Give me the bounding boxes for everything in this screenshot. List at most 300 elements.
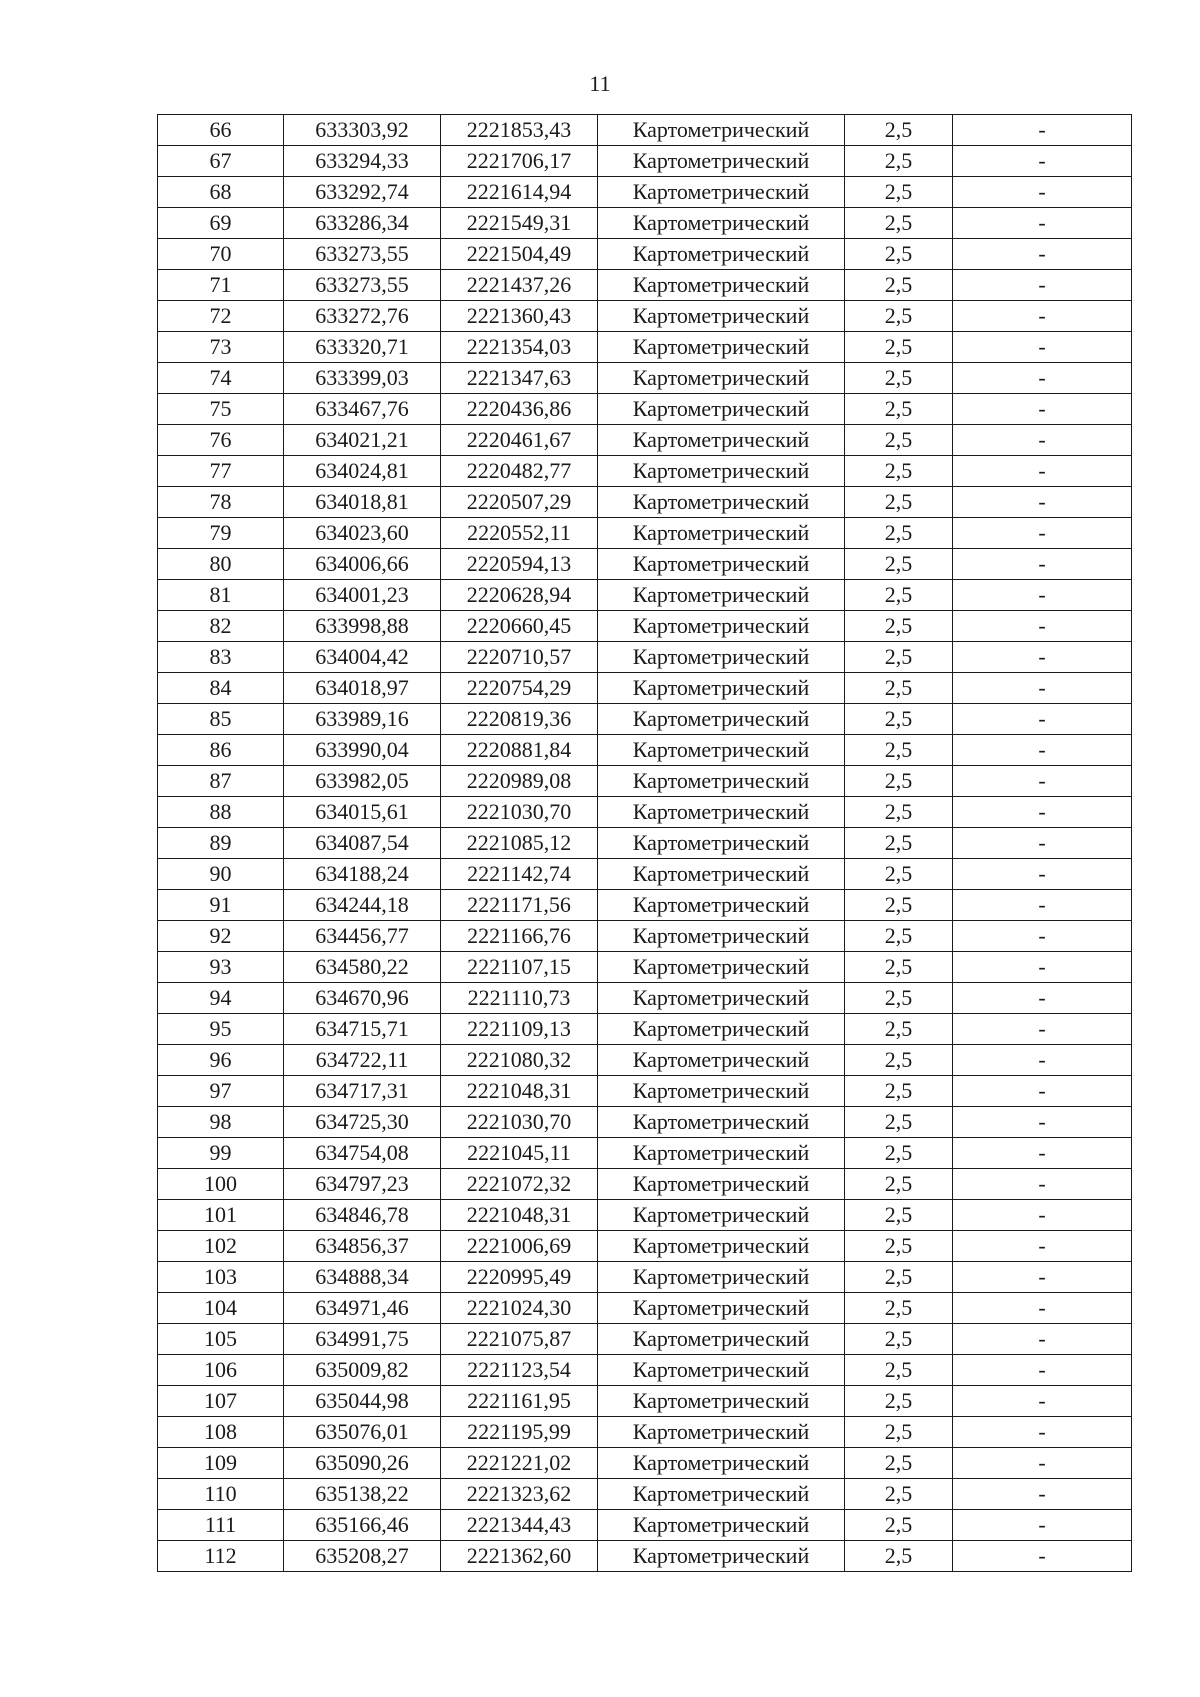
point-number-cell: 106 bbox=[158, 1355, 284, 1386]
accuracy-cell: 2,5 bbox=[845, 363, 953, 394]
description-cell: - bbox=[953, 1386, 1132, 1417]
accuracy-cell: 2,5 bbox=[845, 1231, 953, 1262]
point-number-cell: 95 bbox=[158, 1014, 284, 1045]
accuracy-cell: 2,5 bbox=[845, 580, 953, 611]
point-number-cell: 112 bbox=[158, 1541, 284, 1572]
description-cell: - bbox=[953, 766, 1132, 797]
method-cell: Картометрический bbox=[598, 673, 845, 704]
accuracy-cell: 2,5 bbox=[845, 549, 953, 580]
accuracy-cell: 2,5 bbox=[845, 394, 953, 425]
accuracy-cell: 2,5 bbox=[845, 456, 953, 487]
table-row bbox=[158, 642, 1132, 673]
x-coordinate-cell: 634018,81 bbox=[284, 487, 441, 518]
description-cell: - bbox=[953, 1448, 1132, 1479]
table-row bbox=[158, 890, 1132, 921]
y-coordinate-cell: 2220436,86 bbox=[441, 394, 598, 425]
accuracy-cell: 2,5 bbox=[845, 115, 953, 146]
method-cell: Картометрический bbox=[598, 921, 845, 952]
y-coordinate-cell: 2221048,31 bbox=[441, 1076, 598, 1107]
accuracy-cell: 2,5 bbox=[845, 270, 953, 301]
point-number-cell: 80 bbox=[158, 549, 284, 580]
accuracy-cell: 2,5 bbox=[845, 983, 953, 1014]
x-coordinate-cell: 634015,61 bbox=[284, 797, 441, 828]
method-cell: Картометрический bbox=[598, 1293, 845, 1324]
method-cell: Картометрический bbox=[598, 239, 845, 270]
point-number-cell: 76 bbox=[158, 425, 284, 456]
table-row bbox=[158, 1324, 1132, 1355]
accuracy-cell: 2,5 bbox=[845, 797, 953, 828]
table-row bbox=[158, 735, 1132, 766]
accuracy-cell: 2,5 bbox=[845, 1417, 953, 1448]
y-coordinate-cell: 2221075,87 bbox=[441, 1324, 598, 1355]
y-coordinate-cell: 2221024,30 bbox=[441, 1293, 598, 1324]
accuracy-cell: 2,5 bbox=[845, 239, 953, 270]
method-cell: Картометрический bbox=[598, 177, 845, 208]
accuracy-cell: 2,5 bbox=[845, 611, 953, 642]
method-cell: Картометрический bbox=[598, 1324, 845, 1355]
table-row bbox=[158, 766, 1132, 797]
x-coordinate-cell: 634580,22 bbox=[284, 952, 441, 983]
method-cell: Картометрический bbox=[598, 1417, 845, 1448]
description-cell: - bbox=[953, 1107, 1132, 1138]
method-cell: Картометрический bbox=[598, 890, 845, 921]
point-number-cell: 109 bbox=[158, 1448, 284, 1479]
accuracy-cell: 2,5 bbox=[845, 704, 953, 735]
y-coordinate-cell: 2221030,70 bbox=[441, 797, 598, 828]
y-coordinate-cell: 2221166,76 bbox=[441, 921, 598, 952]
description-cell: - bbox=[953, 921, 1132, 952]
description-cell: - bbox=[953, 642, 1132, 673]
method-cell: Картометрический bbox=[598, 1231, 845, 1262]
table-row bbox=[158, 1386, 1132, 1417]
x-coordinate-cell: 634004,42 bbox=[284, 642, 441, 673]
point-number-cell: 108 bbox=[158, 1417, 284, 1448]
y-coordinate-cell: 2221614,94 bbox=[441, 177, 598, 208]
x-coordinate-cell: 634715,71 bbox=[284, 1014, 441, 1045]
method-cell: Картометрический bbox=[598, 1510, 845, 1541]
description-cell: - bbox=[953, 1138, 1132, 1169]
accuracy-cell: 2,5 bbox=[845, 1479, 953, 1510]
method-cell: Картометрический bbox=[598, 797, 845, 828]
x-coordinate-cell: 634670,96 bbox=[284, 983, 441, 1014]
description-cell: - bbox=[953, 704, 1132, 735]
description-cell: - bbox=[953, 580, 1132, 611]
description-cell: - bbox=[953, 890, 1132, 921]
y-coordinate-cell: 2221853,43 bbox=[441, 115, 598, 146]
point-number-cell: 101 bbox=[158, 1200, 284, 1231]
accuracy-cell: 2,5 bbox=[845, 1386, 953, 1417]
method-cell: Картометрический bbox=[598, 456, 845, 487]
method-cell: Картометрический bbox=[598, 1169, 845, 1200]
description-cell: - bbox=[953, 735, 1132, 766]
description-cell: - bbox=[953, 301, 1132, 332]
y-coordinate-cell: 2220710,57 bbox=[441, 642, 598, 673]
y-coordinate-cell: 2220628,94 bbox=[441, 580, 598, 611]
table-row bbox=[158, 1293, 1132, 1324]
description-cell: - bbox=[953, 115, 1132, 146]
point-number-cell: 77 bbox=[158, 456, 284, 487]
table-row bbox=[158, 580, 1132, 611]
method-cell: Картометрический bbox=[598, 146, 845, 177]
description-cell: - bbox=[953, 208, 1132, 239]
table-row bbox=[158, 518, 1132, 549]
accuracy-cell: 2,5 bbox=[845, 1541, 953, 1572]
x-coordinate-cell: 634023,60 bbox=[284, 518, 441, 549]
accuracy-cell: 2,5 bbox=[845, 1045, 953, 1076]
method-cell: Картометрический bbox=[598, 859, 845, 890]
table-row bbox=[158, 673, 1132, 704]
description-cell: - bbox=[953, 1479, 1132, 1510]
description-cell: - bbox=[953, 239, 1132, 270]
description-cell: - bbox=[953, 1262, 1132, 1293]
point-number-cell: 78 bbox=[158, 487, 284, 518]
point-number-cell: 111 bbox=[158, 1510, 284, 1541]
description-cell: - bbox=[953, 1324, 1132, 1355]
y-coordinate-cell: 2221123,54 bbox=[441, 1355, 598, 1386]
y-coordinate-cell: 2221109,13 bbox=[441, 1014, 598, 1045]
table-row bbox=[158, 363, 1132, 394]
coordinates-table-body bbox=[158, 115, 1132, 1572]
table-row bbox=[158, 332, 1132, 363]
description-cell: - bbox=[953, 146, 1132, 177]
accuracy-cell: 2,5 bbox=[845, 487, 953, 518]
point-number-cell: 102 bbox=[158, 1231, 284, 1262]
method-cell: Картометрический bbox=[598, 1138, 845, 1169]
point-number-cell: 72 bbox=[158, 301, 284, 332]
table-row bbox=[158, 456, 1132, 487]
method-cell: Картометрический bbox=[598, 1386, 845, 1417]
accuracy-cell: 2,5 bbox=[845, 1138, 953, 1169]
table-row bbox=[158, 828, 1132, 859]
table-row bbox=[158, 859, 1132, 890]
description-cell: - bbox=[953, 1169, 1132, 1200]
description-cell: - bbox=[953, 425, 1132, 456]
table-row bbox=[158, 1200, 1132, 1231]
accuracy-cell: 2,5 bbox=[845, 208, 953, 239]
method-cell: Картометрический bbox=[598, 518, 845, 549]
x-coordinate-cell: 634846,78 bbox=[284, 1200, 441, 1231]
table-row bbox=[158, 1107, 1132, 1138]
x-coordinate-cell: 634725,30 bbox=[284, 1107, 441, 1138]
x-coordinate-cell: 634717,31 bbox=[284, 1076, 441, 1107]
y-coordinate-cell: 2221080,32 bbox=[441, 1045, 598, 1076]
point-number-cell: 85 bbox=[158, 704, 284, 735]
point-number-cell: 71 bbox=[158, 270, 284, 301]
page-number: 11 bbox=[589, 71, 611, 96]
accuracy-cell: 2,5 bbox=[845, 332, 953, 363]
table-row bbox=[158, 177, 1132, 208]
point-number-cell: 84 bbox=[158, 673, 284, 704]
description-cell: - bbox=[953, 1510, 1132, 1541]
table-row bbox=[158, 1045, 1132, 1076]
y-coordinate-cell: 2221085,12 bbox=[441, 828, 598, 859]
method-cell: Картометрический bbox=[598, 363, 845, 394]
x-coordinate-cell: 633998,88 bbox=[284, 611, 441, 642]
method-cell: Картометрический bbox=[598, 580, 845, 611]
y-coordinate-cell: 2221360,43 bbox=[441, 301, 598, 332]
description-cell: - bbox=[953, 1417, 1132, 1448]
point-number-cell: 96 bbox=[158, 1045, 284, 1076]
table-row bbox=[158, 1014, 1132, 1045]
description-cell: - bbox=[953, 270, 1132, 301]
accuracy-cell: 2,5 bbox=[845, 1355, 953, 1386]
x-coordinate-cell: 633989,16 bbox=[284, 704, 441, 735]
description-cell: - bbox=[953, 1355, 1132, 1386]
table-row bbox=[158, 1169, 1132, 1200]
point-number-cell: 87 bbox=[158, 766, 284, 797]
method-cell: Картометрический bbox=[598, 332, 845, 363]
x-coordinate-cell: 633320,71 bbox=[284, 332, 441, 363]
y-coordinate-cell: 2221171,56 bbox=[441, 890, 598, 921]
method-cell: Картометрический bbox=[598, 1107, 845, 1138]
table-row bbox=[158, 983, 1132, 1014]
y-coordinate-cell: 2220881,84 bbox=[441, 735, 598, 766]
point-number-cell: 94 bbox=[158, 983, 284, 1014]
description-cell: - bbox=[953, 549, 1132, 580]
x-coordinate-cell: 635076,01 bbox=[284, 1417, 441, 1448]
table-row bbox=[158, 146, 1132, 177]
point-number-cell: 99 bbox=[158, 1138, 284, 1169]
x-coordinate-cell: 635166,46 bbox=[284, 1510, 441, 1541]
method-cell: Картометрический bbox=[598, 394, 845, 425]
point-number-cell: 74 bbox=[158, 363, 284, 394]
x-coordinate-cell: 633294,33 bbox=[284, 146, 441, 177]
method-cell: Картометрический bbox=[598, 208, 845, 239]
table-row bbox=[158, 115, 1132, 146]
accuracy-cell: 2,5 bbox=[845, 1014, 953, 1045]
table-row bbox=[158, 952, 1132, 983]
y-coordinate-cell: 2221437,26 bbox=[441, 270, 598, 301]
description-cell: - bbox=[953, 332, 1132, 363]
y-coordinate-cell: 2221161,95 bbox=[441, 1386, 598, 1417]
point-number-cell: 68 bbox=[158, 177, 284, 208]
x-coordinate-cell: 634856,37 bbox=[284, 1231, 441, 1262]
description-cell: - bbox=[953, 797, 1132, 828]
table-row bbox=[158, 797, 1132, 828]
table-row bbox=[158, 1355, 1132, 1386]
x-coordinate-cell: 634006,66 bbox=[284, 549, 441, 580]
point-number-cell: 89 bbox=[158, 828, 284, 859]
method-cell: Картометрический bbox=[598, 1355, 845, 1386]
y-coordinate-cell: 2221504,49 bbox=[441, 239, 598, 270]
point-number-cell: 100 bbox=[158, 1169, 284, 1200]
x-coordinate-cell: 634001,23 bbox=[284, 580, 441, 611]
y-coordinate-cell: 2220507,29 bbox=[441, 487, 598, 518]
method-cell: Картометрический bbox=[598, 704, 845, 735]
description-cell: - bbox=[953, 1014, 1132, 1045]
accuracy-cell: 2,5 bbox=[845, 735, 953, 766]
accuracy-cell: 2,5 bbox=[845, 425, 953, 456]
table-row bbox=[158, 549, 1132, 580]
y-coordinate-cell: 2221354,03 bbox=[441, 332, 598, 363]
y-coordinate-cell: 2221072,32 bbox=[441, 1169, 598, 1200]
method-cell: Картометрический bbox=[598, 1045, 845, 1076]
x-coordinate-cell: 634971,46 bbox=[284, 1293, 441, 1324]
description-cell: - bbox=[953, 1293, 1132, 1324]
x-coordinate-cell: 634888,34 bbox=[284, 1262, 441, 1293]
y-coordinate-cell: 2220989,08 bbox=[441, 766, 598, 797]
description-cell: - bbox=[953, 1200, 1132, 1231]
y-coordinate-cell: 2221045,11 bbox=[441, 1138, 598, 1169]
y-coordinate-cell: 2220660,45 bbox=[441, 611, 598, 642]
description-cell: - bbox=[953, 983, 1132, 1014]
table-row bbox=[158, 270, 1132, 301]
x-coordinate-cell: 635009,82 bbox=[284, 1355, 441, 1386]
table-row bbox=[158, 239, 1132, 270]
table-row bbox=[158, 1417, 1132, 1448]
table-row bbox=[158, 1541, 1132, 1572]
y-coordinate-cell: 2221107,15 bbox=[441, 952, 598, 983]
y-coordinate-cell: 2221221,02 bbox=[441, 1448, 598, 1479]
method-cell: Картометрический bbox=[598, 1479, 845, 1510]
point-number-cell: 67 bbox=[158, 146, 284, 177]
description-cell: - bbox=[953, 952, 1132, 983]
table-row bbox=[158, 301, 1132, 332]
accuracy-cell: 2,5 bbox=[845, 1200, 953, 1231]
x-coordinate-cell: 635090,26 bbox=[284, 1448, 441, 1479]
y-coordinate-cell: 2220552,11 bbox=[441, 518, 598, 549]
accuracy-cell: 2,5 bbox=[845, 921, 953, 952]
x-coordinate-cell: 633467,76 bbox=[284, 394, 441, 425]
y-coordinate-cell: 2220594,13 bbox=[441, 549, 598, 580]
accuracy-cell: 2,5 bbox=[845, 1448, 953, 1479]
point-number-cell: 70 bbox=[158, 239, 284, 270]
x-coordinate-cell: 634087,54 bbox=[284, 828, 441, 859]
description-cell: - bbox=[953, 859, 1132, 890]
point-number-cell: 107 bbox=[158, 1386, 284, 1417]
description-cell: - bbox=[953, 456, 1132, 487]
method-cell: Картометрический bbox=[598, 766, 845, 797]
point-number-cell: 103 bbox=[158, 1262, 284, 1293]
point-number-cell: 93 bbox=[158, 952, 284, 983]
accuracy-cell: 2,5 bbox=[845, 1076, 953, 1107]
method-cell: Картометрический bbox=[598, 1014, 845, 1045]
x-coordinate-cell: 634244,18 bbox=[284, 890, 441, 921]
accuracy-cell: 2,5 bbox=[845, 518, 953, 549]
point-number-cell: 66 bbox=[158, 115, 284, 146]
description-cell: - bbox=[953, 1076, 1132, 1107]
table-row bbox=[158, 208, 1132, 239]
table-row bbox=[158, 394, 1132, 425]
method-cell: Картометрический bbox=[598, 301, 845, 332]
point-number-cell: 69 bbox=[158, 208, 284, 239]
method-cell: Картометрический bbox=[598, 1200, 845, 1231]
method-cell: Картометрический bbox=[598, 487, 845, 518]
point-number-cell: 97 bbox=[158, 1076, 284, 1107]
x-coordinate-cell: 634754,08 bbox=[284, 1138, 441, 1169]
x-coordinate-cell: 634188,24 bbox=[284, 859, 441, 890]
accuracy-cell: 2,5 bbox=[845, 1107, 953, 1138]
method-cell: Картометрический bbox=[598, 1448, 845, 1479]
y-coordinate-cell: 2221030,70 bbox=[441, 1107, 598, 1138]
method-cell: Картометрический bbox=[598, 642, 845, 673]
y-coordinate-cell: 2220461,67 bbox=[441, 425, 598, 456]
y-coordinate-cell: 2220995,49 bbox=[441, 1262, 598, 1293]
description-cell: - bbox=[953, 363, 1132, 394]
description-cell: - bbox=[953, 673, 1132, 704]
table-row bbox=[158, 487, 1132, 518]
table-row bbox=[158, 921, 1132, 952]
x-coordinate-cell: 633399,03 bbox=[284, 363, 441, 394]
method-cell: Картометрический bbox=[598, 115, 845, 146]
point-number-cell: 81 bbox=[158, 580, 284, 611]
x-coordinate-cell: 633982,05 bbox=[284, 766, 441, 797]
y-coordinate-cell: 2220754,29 bbox=[441, 673, 598, 704]
x-coordinate-cell: 634456,77 bbox=[284, 921, 441, 952]
method-cell: Картометрический bbox=[598, 549, 845, 580]
point-number-cell: 90 bbox=[158, 859, 284, 890]
x-coordinate-cell: 633286,34 bbox=[284, 208, 441, 239]
description-cell: - bbox=[953, 487, 1132, 518]
y-coordinate-cell: 2221006,69 bbox=[441, 1231, 598, 1262]
y-coordinate-cell: 2221362,60 bbox=[441, 1541, 598, 1572]
y-coordinate-cell: 2221347,63 bbox=[441, 363, 598, 394]
method-cell: Картометрический bbox=[598, 270, 845, 301]
x-coordinate-cell: 634018,97 bbox=[284, 673, 441, 704]
method-cell: Картометрический bbox=[598, 1262, 845, 1293]
description-cell: - bbox=[953, 1541, 1132, 1572]
method-cell: Картометрический bbox=[598, 735, 845, 766]
accuracy-cell: 2,5 bbox=[845, 1324, 953, 1355]
accuracy-cell: 2,5 bbox=[845, 1510, 953, 1541]
x-coordinate-cell: 633273,55 bbox=[284, 239, 441, 270]
y-coordinate-cell: 2221195,99 bbox=[441, 1417, 598, 1448]
accuracy-cell: 2,5 bbox=[845, 766, 953, 797]
point-number-cell: 91 bbox=[158, 890, 284, 921]
y-coordinate-cell: 2221323,62 bbox=[441, 1479, 598, 1510]
method-cell: Картометрический bbox=[598, 983, 845, 1014]
method-cell: Картометрический bbox=[598, 1541, 845, 1572]
description-cell: - bbox=[953, 177, 1132, 208]
accuracy-cell: 2,5 bbox=[845, 828, 953, 859]
x-coordinate-cell: 635208,27 bbox=[284, 1541, 441, 1572]
accuracy-cell: 2,5 bbox=[845, 177, 953, 208]
x-coordinate-cell: 635044,98 bbox=[284, 1386, 441, 1417]
table-row bbox=[158, 1231, 1132, 1262]
table-row bbox=[158, 1076, 1132, 1107]
x-coordinate-cell: 633273,55 bbox=[284, 270, 441, 301]
description-cell: - bbox=[953, 394, 1132, 425]
x-coordinate-cell: 635138,22 bbox=[284, 1479, 441, 1510]
accuracy-cell: 2,5 bbox=[845, 1169, 953, 1200]
x-coordinate-cell: 633303,92 bbox=[284, 115, 441, 146]
point-number-cell: 82 bbox=[158, 611, 284, 642]
y-coordinate-cell: 2221142,74 bbox=[441, 859, 598, 890]
point-number-cell: 86 bbox=[158, 735, 284, 766]
accuracy-cell: 2,5 bbox=[845, 1293, 953, 1324]
accuracy-cell: 2,5 bbox=[845, 890, 953, 921]
x-coordinate-cell: 633292,74 bbox=[284, 177, 441, 208]
x-coordinate-cell: 634024,81 bbox=[284, 456, 441, 487]
description-cell: - bbox=[953, 1231, 1132, 1262]
accuracy-cell: 2,5 bbox=[845, 1262, 953, 1293]
accuracy-cell: 2,5 bbox=[845, 642, 953, 673]
point-number-cell: 73 bbox=[158, 332, 284, 363]
accuracy-cell: 2,5 bbox=[845, 859, 953, 890]
y-coordinate-cell: 2221549,31 bbox=[441, 208, 598, 239]
table-row bbox=[158, 1510, 1132, 1541]
point-number-cell: 110 bbox=[158, 1479, 284, 1510]
x-coordinate-cell: 634021,21 bbox=[284, 425, 441, 456]
method-cell: Картометрический bbox=[598, 425, 845, 456]
table-row bbox=[158, 1138, 1132, 1169]
accuracy-cell: 2,5 bbox=[845, 673, 953, 704]
x-coordinate-cell: 633990,04 bbox=[284, 735, 441, 766]
description-cell: - bbox=[953, 518, 1132, 549]
point-number-cell: 75 bbox=[158, 394, 284, 425]
y-coordinate-cell: 2221048,31 bbox=[441, 1200, 598, 1231]
y-coordinate-cell: 2220819,36 bbox=[441, 704, 598, 735]
